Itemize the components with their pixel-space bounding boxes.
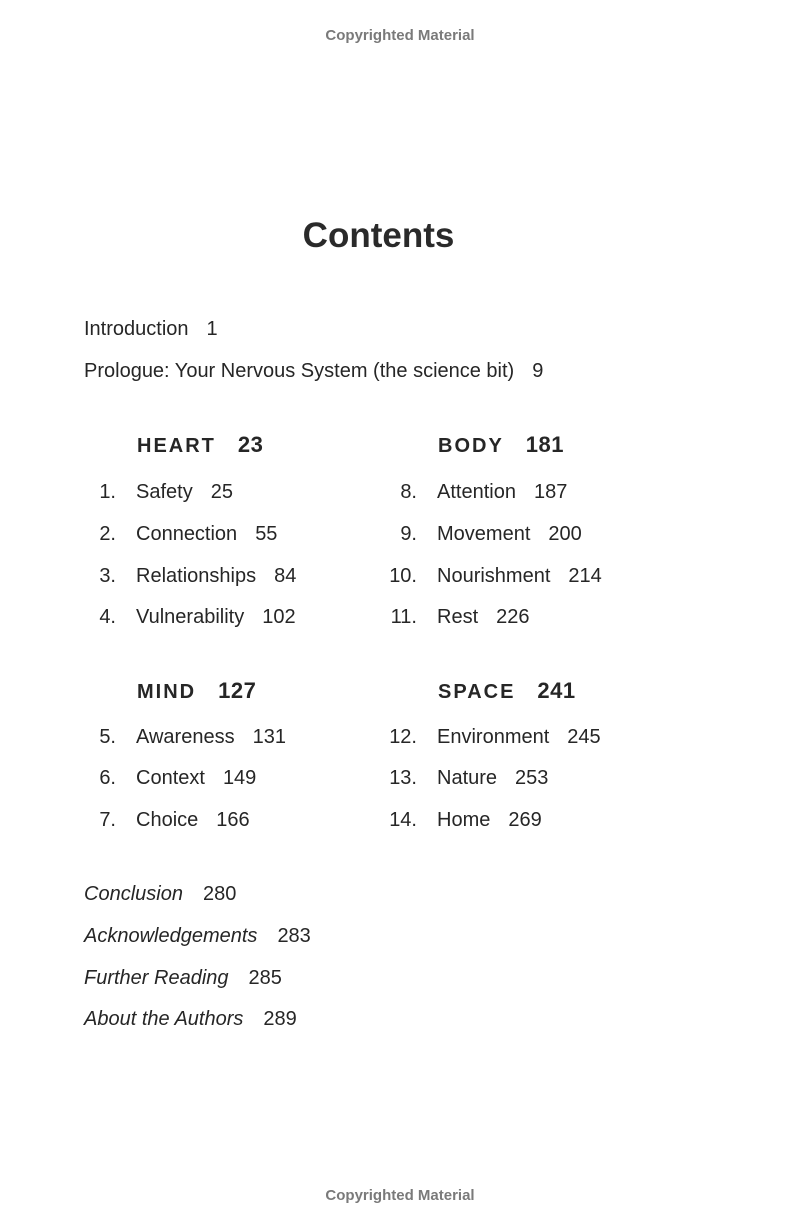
chapter-label: Rest — [437, 606, 479, 628]
toc-entry-conclusion[interactable] — [84, 883, 236, 906]
chapter-page: 253 — [515, 767, 549, 789]
toc-chapter-safety[interactable] — [76, 481, 233, 504]
toc-entry-label: Prologue: Your Nervous System (the science bit) — [84, 360, 515, 382]
chapter-label: Safety — [136, 481, 193, 503]
chapter-label: Context — [136, 767, 205, 789]
toc-chapter-nature[interactable] — [377, 767, 548, 790]
toc-chapter-rest[interactable] — [377, 606, 530, 629]
part-heading-space[interactable] — [438, 678, 576, 704]
chapter-label: Attention — [437, 481, 516, 503]
toc-entry-page: 285 — [248, 967, 282, 989]
page-title: Contents — [302, 216, 455, 255]
chapter-number: 7. — [99, 809, 116, 831]
toc-entry-label: Introduction — [84, 318, 189, 340]
toc-entry-label: Further Reading — [84, 967, 229, 989]
chapter-page: 84 — [274, 565, 297, 587]
chapter-number: 4. — [99, 606, 116, 628]
chapter-page: 166 — [216, 809, 250, 831]
chapter-number: 10. — [389, 565, 417, 587]
toc-entry-label: About the Authors — [84, 1008, 244, 1030]
chapter-number: 6. — [99, 767, 116, 789]
chapter-number: 9. — [400, 523, 417, 545]
chapter-page: 131 — [252, 726, 286, 748]
chapter-number: 11. — [390, 606, 417, 628]
toc-chapter-attention[interactable] — [377, 481, 567, 504]
chapter-number: 12. — [389, 726, 417, 748]
chapter-label: Choice — [136, 809, 199, 831]
toc-entry-further-reading[interactable] — [84, 967, 282, 990]
toc-entry-acknowledgements[interactable] — [84, 925, 311, 948]
chapter-label: Vulnerability — [136, 606, 245, 628]
chapter-label: Awareness — [136, 726, 235, 748]
part-title: HEART — [137, 435, 216, 457]
part-heading-mind[interactable] — [137, 678, 256, 704]
toc-chapter-vulnerability[interactable] — [76, 606, 296, 629]
chapter-number: 14. — [389, 809, 417, 831]
toc-entry-page: 289 — [263, 1008, 297, 1030]
toc-chapter-relationships[interactable] — [76, 565, 296, 588]
chapter-number: 13. — [389, 767, 417, 789]
part-page: 127 — [218, 678, 257, 703]
toc-entry-label: Acknowledgements — [84, 925, 258, 947]
chapter-number: 1. — [99, 481, 116, 503]
part-page: 241 — [537, 678, 576, 703]
chapter-label: Connection — [136, 523, 238, 545]
chapter-label: Environment — [437, 726, 550, 748]
toc-entry-page: 1 — [206, 318, 218, 340]
chapter-page: 214 — [568, 565, 602, 587]
toc-chapter-choice[interactable] — [76, 809, 250, 832]
toc-entry-page: 280 — [202, 883, 237, 905]
chapter-number: 5. — [99, 726, 116, 748]
copyright-footer: Copyrighted Material — [325, 1187, 475, 1204]
toc-entry-introduction[interactable] — [84, 318, 218, 341]
chapter-number: 8. — [400, 481, 417, 503]
chapter-label: Nourishment — [437, 565, 551, 587]
chapter-page: 226 — [496, 606, 530, 628]
part-heading-heart[interactable] — [137, 432, 263, 458]
chapter-number: 3. — [99, 565, 116, 587]
toc-entry-label: Conclusion — [84, 883, 183, 905]
chapter-page: 25 — [210, 481, 233, 503]
chapter-page: 200 — [548, 523, 582, 545]
toc-chapter-environment[interactable] — [377, 726, 601, 749]
chapter-page: 102 — [262, 606, 296, 628]
chapter-label: Nature — [437, 767, 498, 789]
part-page: 23 — [237, 432, 264, 457]
chapter-label: Home — [437, 809, 491, 831]
chapter-label: Relationships — [136, 565, 257, 587]
chapter-page: 55 — [255, 523, 278, 545]
chapter-page: 187 — [533, 481, 568, 503]
toc-entry-prologue[interactable] — [84, 360, 543, 383]
toc-chapter-connection[interactable] — [76, 523, 277, 546]
toc-chapter-nourishment[interactable] — [377, 565, 602, 588]
toc-entry-page: 283 — [277, 925, 311, 947]
chapter-number: 2. — [99, 523, 116, 545]
toc-entry-about-the-authors[interactable] — [84, 1008, 297, 1031]
toc-chapter-awareness[interactable] — [76, 726, 286, 749]
toc-chapter-home[interactable] — [377, 809, 542, 832]
part-title: MIND — [137, 681, 197, 703]
part-heading-body[interactable] — [438, 432, 564, 458]
part-title: BODY — [438, 435, 504, 457]
chapter-label: Movement — [437, 523, 531, 545]
copyright-header: Copyrighted Material — [325, 27, 475, 44]
toc-chapter-context[interactable] — [76, 767, 256, 790]
chapter-page: 149 — [222, 767, 257, 789]
toc-chapter-movement[interactable] — [377, 523, 582, 546]
toc-entry-page: 9 — [532, 360, 544, 382]
part-page: 181 — [525, 432, 565, 457]
part-title: SPACE — [438, 681, 516, 703]
chapter-page: 245 — [567, 726, 601, 748]
chapter-page: 269 — [508, 809, 542, 831]
